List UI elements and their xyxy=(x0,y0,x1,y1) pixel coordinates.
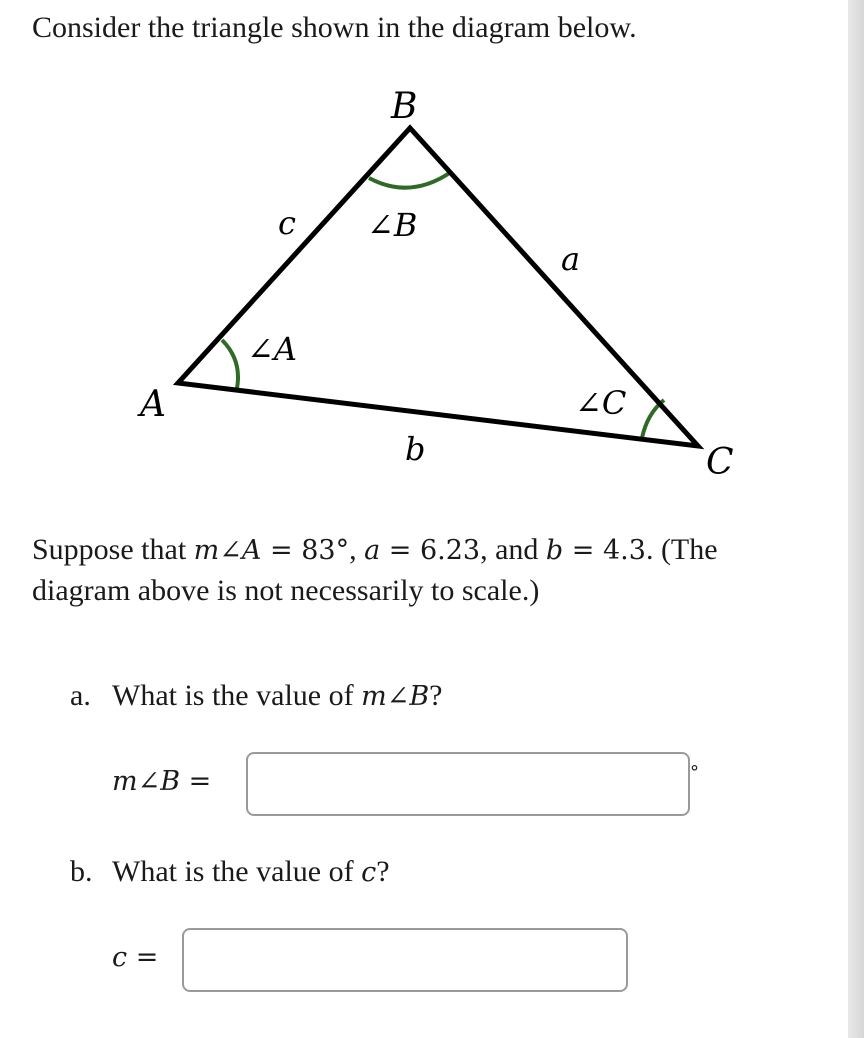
triangle-diagram xyxy=(0,70,864,490)
angle-label-b: ∠B xyxy=(367,206,418,244)
problem-sep2: , and xyxy=(480,533,546,566)
question-b-end: ? xyxy=(376,855,390,888)
question-b xyxy=(70,852,390,893)
angle-label-c: ∠C xyxy=(575,384,627,422)
answer-a-label-eq: = xyxy=(180,766,212,797)
answer-a-label-var: m∠B xyxy=(112,766,181,797)
question-b-marker: b. xyxy=(70,855,93,888)
angle-b-answer-input[interactable] xyxy=(246,752,690,816)
vertex-label-a: A xyxy=(140,384,166,425)
side-c-answer-input[interactable] xyxy=(182,928,628,992)
problem-a-var: a xyxy=(364,535,381,566)
question-b-text: What is the value of xyxy=(112,855,362,888)
problem-deg1: ° xyxy=(335,535,350,566)
side-label-b: b xyxy=(405,430,426,468)
problem-lead: Suppose that xyxy=(32,533,194,566)
question-b-var: c xyxy=(361,857,377,888)
problem-eq1: = 83 xyxy=(261,535,336,566)
question-a-var: m∠B xyxy=(361,681,430,712)
problem-eq3: = 4.3 xyxy=(563,535,646,566)
problem-sep1: , xyxy=(349,533,365,566)
angle-b-arc xyxy=(369,172,451,188)
side-label-a: a xyxy=(561,240,581,278)
problem-eq2: = 6.23 xyxy=(380,535,481,566)
question-a-marker: a. xyxy=(70,679,91,712)
problem-b-var: b xyxy=(545,535,564,566)
side-label-c: c xyxy=(278,204,296,242)
problem-tail: . (The diagram above is not necessarily to scale.) xyxy=(32,533,718,607)
degree-unit: ° xyxy=(690,762,699,783)
answer-b-label xyxy=(112,942,158,973)
problem-angle-var: m∠A xyxy=(193,535,262,566)
angle-a-arc xyxy=(222,340,238,388)
question-a-text: What is the value of xyxy=(112,679,362,712)
answer-b-label-eq: = xyxy=(127,942,159,973)
angle-label-a: ∠A xyxy=(247,330,297,368)
question-a xyxy=(70,676,443,717)
problem-statement xyxy=(32,530,812,611)
answer-b-label-var: c xyxy=(112,942,128,973)
question-a-end: ? xyxy=(429,679,443,712)
answer-a-label xyxy=(112,766,211,797)
vertex-label-b: B xyxy=(391,86,418,127)
intro-text: Consider the triangle shown in the diagram below. xyxy=(32,11,637,44)
vertex-label-c: C xyxy=(706,442,734,483)
